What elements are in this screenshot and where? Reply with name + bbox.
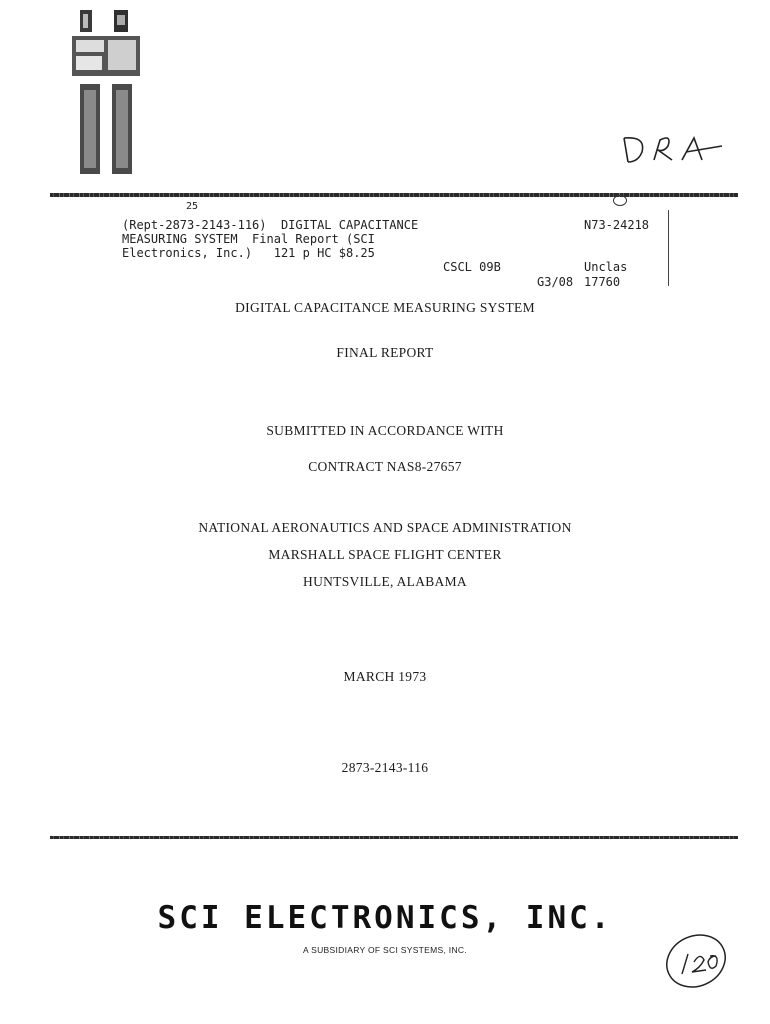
- catalog-small-mark: 25: [186, 201, 199, 212]
- report-number: 2873-2143-116: [341, 760, 429, 775]
- catalog-line-3: Electronics, Inc.) 121 p HC $8.25: [122, 246, 375, 260]
- catalog-number: 17760: [584, 275, 621, 289]
- agency-line: NATIONAL AERONAUTICS AND SPACE ADMINISTRATION: [198, 520, 572, 535]
- catalog-small-circle: [613, 195, 627, 206]
- location-line: HUNTSVILLE, ALABAMA: [303, 574, 467, 589]
- top-rule: [50, 193, 738, 197]
- contract-line: CONTRACT NAS8-27657: [308, 459, 462, 474]
- catalog-bracket: [662, 210, 669, 286]
- report-date: MARCH 1973: [343, 669, 427, 684]
- catalog-line-1: (Rept-2873-2143-116) DIGITAL CAPACITANCE: [122, 218, 419, 232]
- scan-logo-graphic: [70, 6, 142, 174]
- handwritten-dra-mark: [618, 126, 728, 170]
- report-title: DIGITAL CAPACITANCE MEASURING SYSTEM: [235, 300, 535, 315]
- company-name: SCI ELECTRONICS, INC.: [157, 900, 613, 936]
- bottom-rule: [50, 836, 738, 839]
- center-line: MARSHALL SPACE FLIGHT CENTER: [268, 547, 502, 562]
- catalog-line-2: MEASURING SYSTEM Final Report (SCI: [122, 232, 375, 246]
- submitted-line: SUBMITTED IN ACCORDANCE WITH: [266, 423, 504, 438]
- company-subsidiary: A SUBSIDIARY OF SCI SYSTEMS, INC.: [302, 945, 468, 955]
- report-subtitle: FINAL REPORT: [336, 345, 434, 360]
- catalog-accession: N73-24218: [584, 218, 650, 232]
- page-count-circle: [660, 928, 732, 994]
- catalog-classification: Unclas: [584, 260, 628, 274]
- catalog-group: G3/08: [537, 275, 574, 289]
- catalog-cscl: CSCL 09B: [443, 260, 501, 274]
